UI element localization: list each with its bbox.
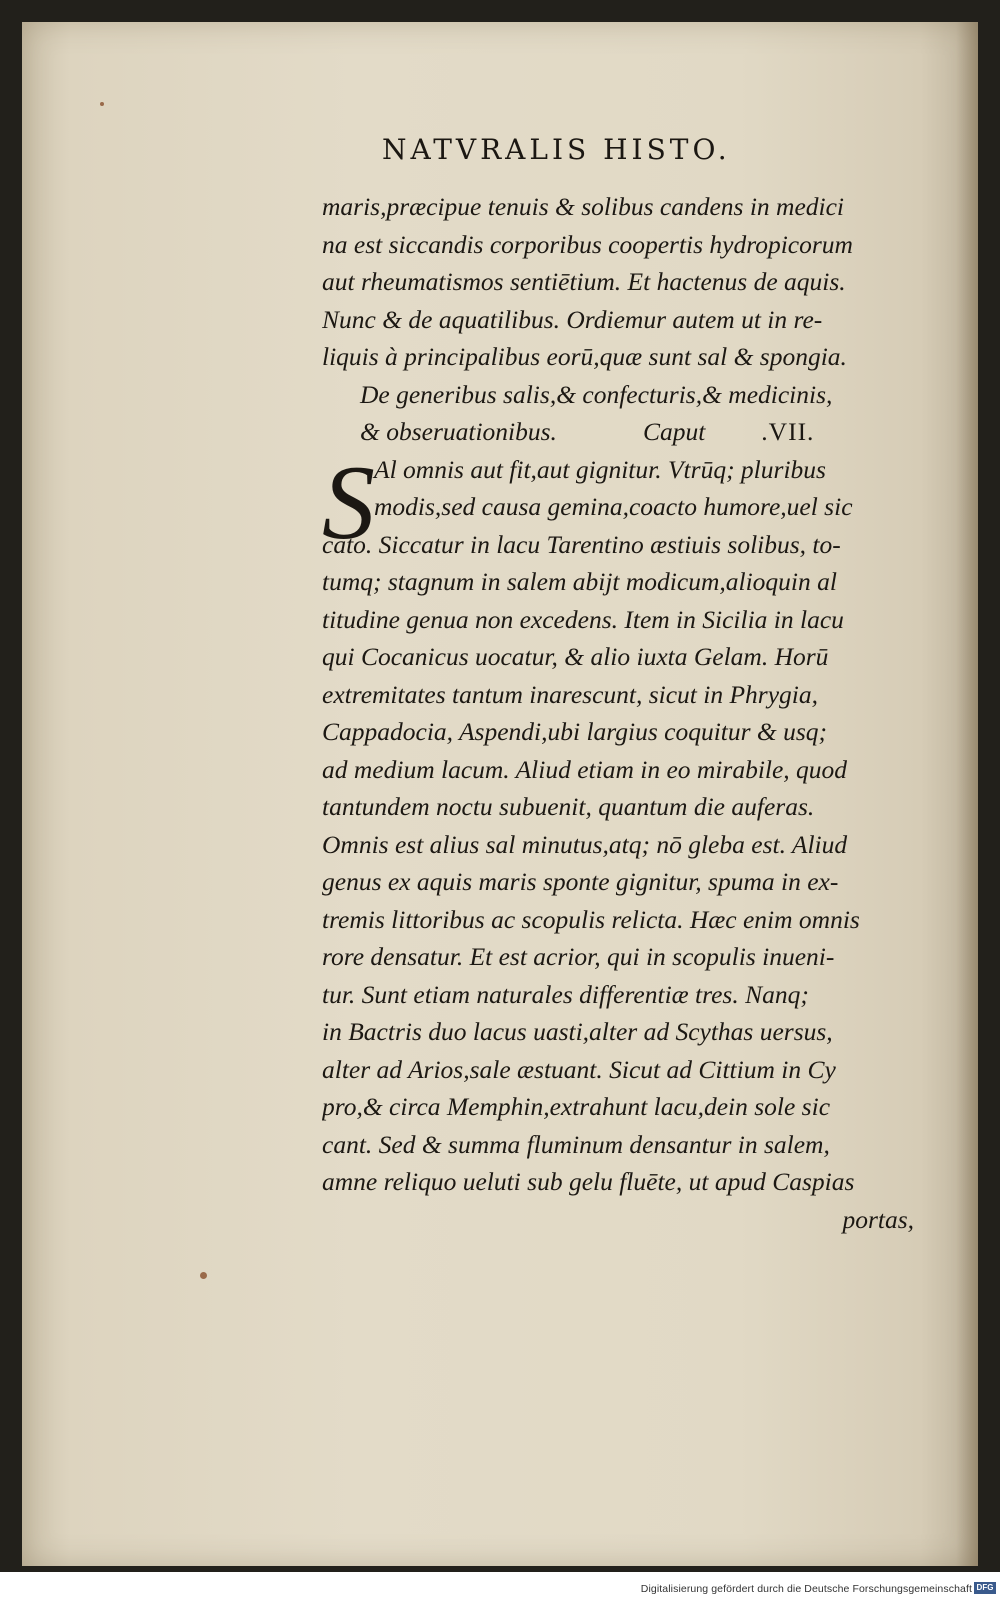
text-line: tremis littoribus ac scopulis relicta. Hæc enim omnis [322, 904, 860, 934]
catchword: portas, [842, 1204, 914, 1234]
text-line: pro,& circa Memphin,extrahunt lacu,dein sole sic [322, 1092, 831, 1121]
text-line: tumq; stagnum in salem abijt modicum,alioquin al [322, 567, 837, 596]
ink-stain [200, 1272, 207, 1279]
text-line: Cappadocia, Aspendi,ubi largius coquitur & usq; [322, 717, 828, 746]
chapter-heading-text: & obseruationibus. [360, 417, 557, 446]
text-line: maris,præcipue tenuis & solibus candens in medici [322, 192, 845, 221]
text-line: extremitates tantum inarescunt, sicut in Phrygia, [322, 679, 818, 709]
text-line: aut rheumatismos sentiētium. Et hactenus de aquis. [322, 267, 846, 296]
caput-number: .VII. [761, 417, 815, 446]
text-block [322, 188, 932, 1238]
text-line: qui Cocanicus uocatur, & alio iuxta Gelam. Horū [322, 642, 829, 671]
running-header: NATVRALIS HISTO. [382, 133, 731, 166]
digitization-credit: Digitalisierung gefördert durch die Deutsche Forschungsgemeinschaft [640, 1583, 972, 1595]
text-line: tantundem noctu subuenit, quantum die auferas. [322, 792, 815, 821]
chapter-heading-line-2 [322, 413, 932, 451]
text-line: in Bactris duo lacus uasti,alter ad Scythas uersus, [322, 1017, 833, 1046]
text-line: Nunc & de aquatilibus. Ordiemur autem ut in re- [322, 304, 823, 334]
text-line: titudine genua non excedens. Item in Sicilia in lacu [322, 604, 844, 634]
ink-stain [100, 102, 104, 106]
text-line: genus ex aquis maris sponte gignitur, spuma in ex- [322, 867, 839, 896]
text-line: liquis à principalibus eorū,quæ sunt sal & spongia. [322, 342, 847, 371]
text-line: Al omnis aut fit,aut gignitur. Vtrūq; pluribus [374, 454, 826, 484]
text-line: amne reliquo ueluti sub gelu fluēte, ut apud Caspias [322, 1167, 855, 1196]
dfg-logo: DFG [974, 1582, 996, 1594]
page-gutter-shadow [956, 22, 978, 1566]
text-line: cant. Sed & summa fluminum densantur in salem, [322, 1129, 830, 1159]
text-line: alter ad Arios,sale æstuant. Sicut ad Cittium in Cy [322, 1054, 836, 1084]
caput-label: Caput [642, 417, 706, 446]
chapter-heading: De generibus salis,& confecturis,& medicinis, [360, 379, 833, 409]
text-line: modis,sed causa gemina,coacto humore,uel sic [374, 492, 853, 521]
text-line: rore densatur. Et est acrior, qui in scopulis inueni- [322, 942, 835, 971]
text-line: na est siccandis corporibus coopertis hydropicorum [322, 229, 853, 259]
text-line: tur. Sunt etiam naturales differentiæ tres. Nanq; [322, 979, 809, 1009]
text-line: ad medium lacum. Aliud etiam in eo mirabile, quod [322, 754, 848, 784]
drop-cap: S [322, 444, 375, 561]
text-line: cato. Siccatur in lacu Tarentino æstiuis solibus, to- [322, 529, 841, 559]
text-line: Omnis est alius sal minutus,atq; nō gleba est. Aliud [322, 829, 848, 859]
